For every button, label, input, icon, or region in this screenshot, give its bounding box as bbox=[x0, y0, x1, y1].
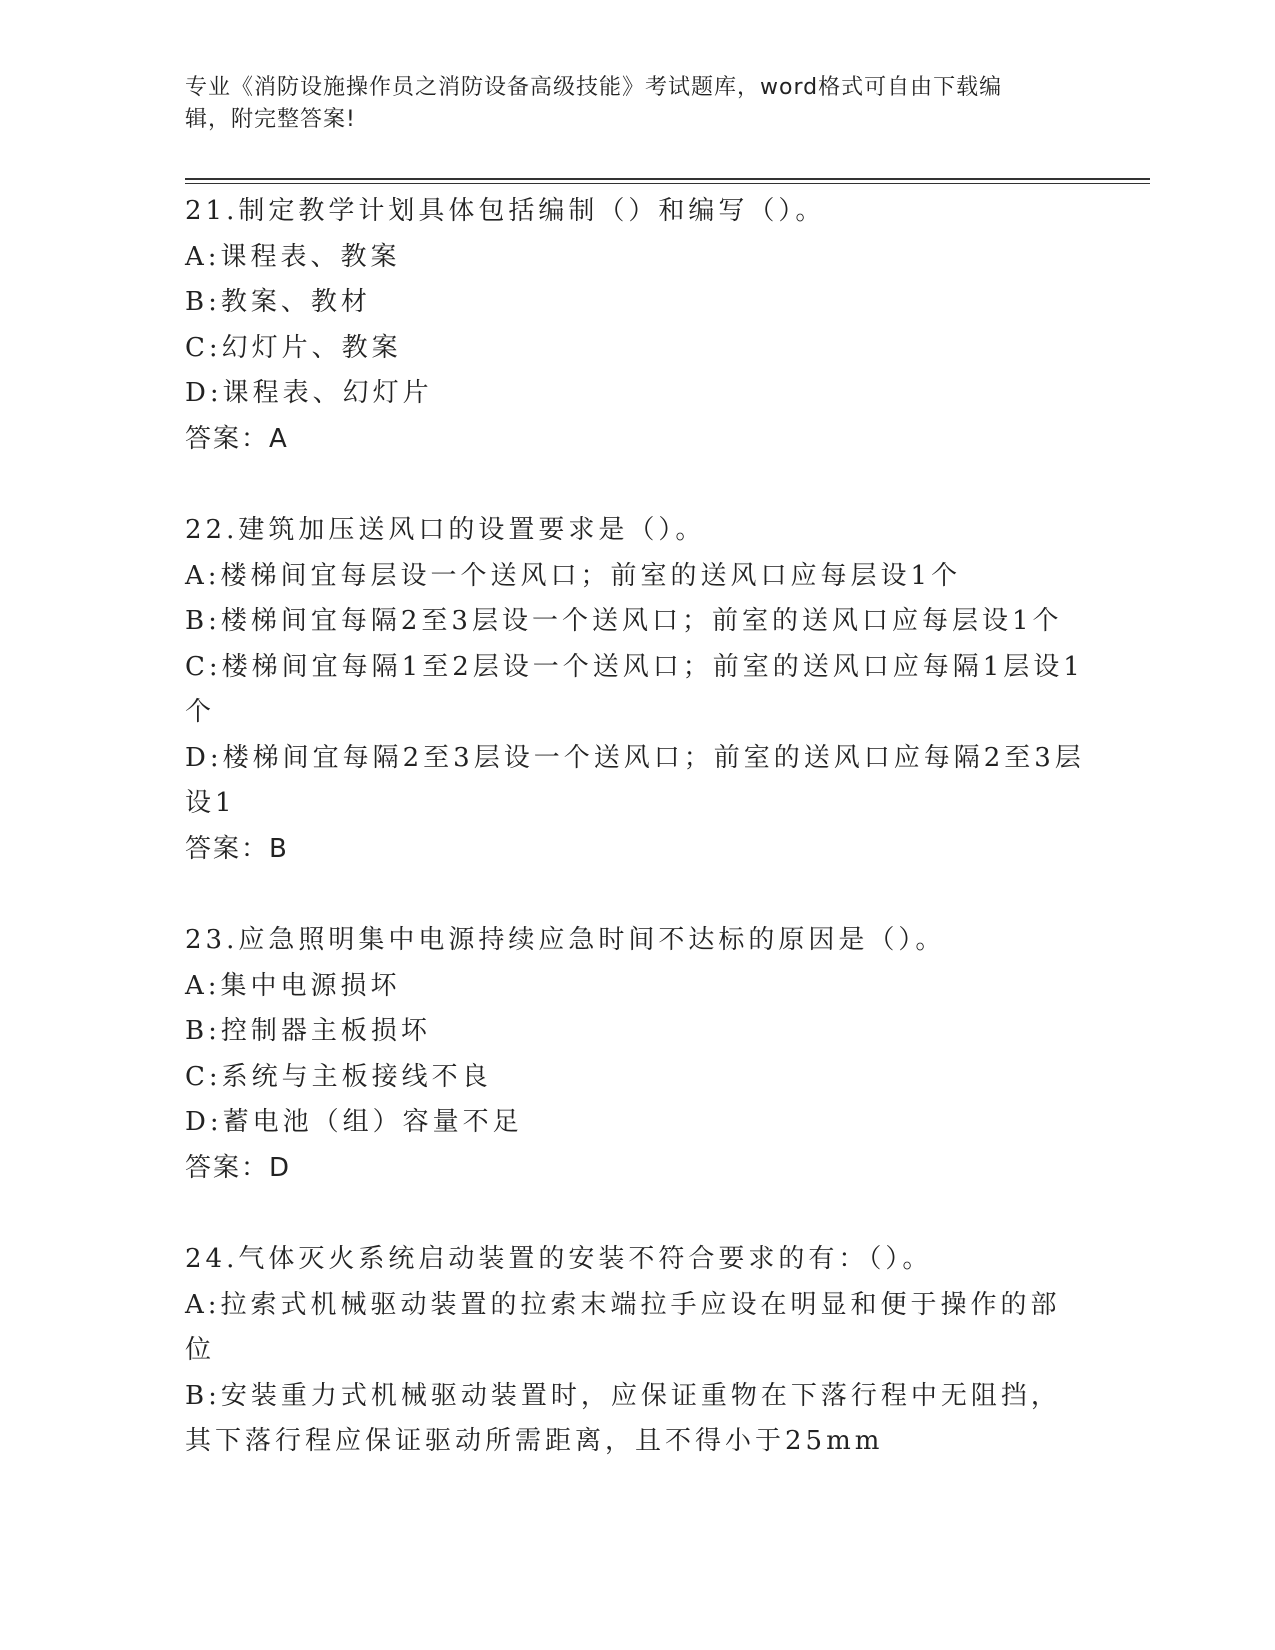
option-d: D:楼梯间宜每隔2至3层设一个送风口；前室的送风口应每隔2至3层设1 bbox=[185, 742, 1085, 818]
option-b: B:教案、教材 bbox=[185, 287, 371, 317]
option-d: D:蓄电池（组）容量不足 bbox=[185, 1107, 523, 1137]
option-c: C:楼梯间宜每隔1至2层设一个送风口；前室的送风口应每隔1层设1个 bbox=[185, 651, 1084, 727]
header-divider-thick bbox=[185, 178, 1150, 180]
question-stem: 22.建筑加压送风口的设置要求是（）。 bbox=[185, 515, 706, 545]
answer-label: 答案：A bbox=[185, 423, 289, 454]
answer-label: 答案：B bbox=[185, 833, 289, 864]
option-a: A:楼梯间宜每层设一个送风口；前室的送风口应每层设1个 bbox=[185, 560, 962, 591]
question-23 bbox=[185, 918, 1085, 1191]
header-divider-thin bbox=[185, 183, 1150, 184]
question-22 bbox=[185, 508, 1085, 872]
answer-label: 答案：D bbox=[185, 1152, 292, 1183]
option-c: C:幻灯片、教案 bbox=[185, 332, 402, 363]
option-a: A:拉索式机械驱动装置的拉索末端拉手应设在明显和便于操作的部位 bbox=[185, 1289, 1061, 1365]
question-21 bbox=[185, 189, 1085, 462]
option-a: A:集中电源损坏 bbox=[185, 970, 401, 1001]
header-line-2: 辑，附完整答案! bbox=[185, 107, 356, 132]
option-b: B:楼梯间宜每隔2至3层设一个送风口；前室的送风口应每层设1个 bbox=[185, 606, 1063, 636]
question-stem: 23.应急照明集中电源持续应急时间不达标的原因是（）。 bbox=[185, 925, 946, 955]
header-line-1: 专业《消防设施操作员之消防设备高级技能》考试题库，word格式可自由下载编 bbox=[185, 75, 1003, 100]
document-header bbox=[185, 72, 1065, 136]
question-stem: 24.气体灭火系统启动装置的安装不符合要求的有：（）。 bbox=[185, 1244, 933, 1274]
question-list bbox=[185, 189, 1085, 1511]
option-b: B:安装重力式机械驱动装置时，应保证重物在下落行程中无阻挡，其下落行程应保证驱动所需距离，且不得小于25mm bbox=[185, 1380, 1061, 1456]
option-a: A:课程表、教案 bbox=[185, 241, 401, 272]
question-24 bbox=[185, 1237, 1085, 1465]
question-stem: 21.制定教学计划具体包括编制（）和编写（）。 bbox=[185, 196, 826, 226]
option-c: C:系统与主板接线不良 bbox=[185, 1061, 492, 1092]
option-b: B:控制器主板损坏 bbox=[185, 1016, 431, 1046]
option-d: D:课程表、幻灯片 bbox=[185, 378, 433, 408]
